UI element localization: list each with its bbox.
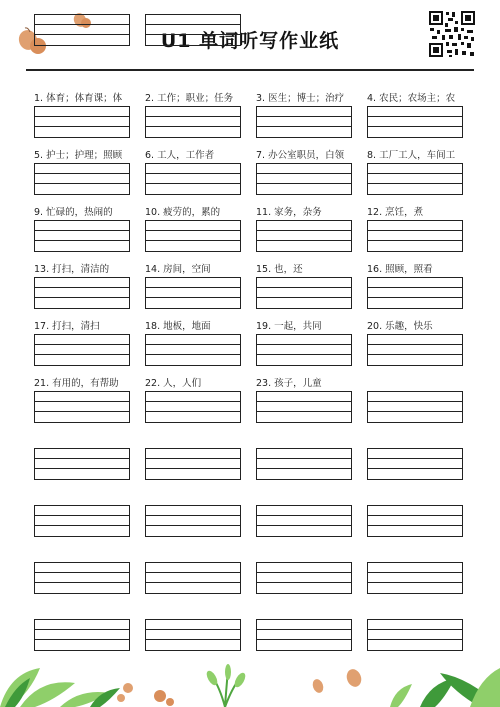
writing-line <box>35 240 129 241</box>
dictation-cell <box>145 434 241 480</box>
writing-line <box>368 639 462 640</box>
writing-line <box>257 297 351 298</box>
word-prompt: 22. 人，人们 <box>145 378 202 389</box>
word-prompt <box>145 605 245 619</box>
word-prompt: 14. 房间，空间 <box>145 264 211 275</box>
writing-line <box>35 126 129 127</box>
writing-line <box>257 515 351 516</box>
writing-line <box>257 126 351 127</box>
writing-lines[interactable] <box>145 391 241 423</box>
writing-line <box>146 401 240 402</box>
writing-line <box>368 354 462 355</box>
dictation-cell <box>256 377 352 423</box>
writing-line <box>146 230 240 231</box>
word-prompt <box>367 548 467 562</box>
writing-lines[interactable] <box>367 334 463 366</box>
writing-line <box>146 344 240 345</box>
dictation-cell <box>256 320 352 366</box>
word-prompt: 23. 孩子，儿童 <box>256 378 322 389</box>
writing-line <box>257 344 351 345</box>
word-prompt: 6. 工人，工作者 <box>145 150 215 161</box>
dictation-cell <box>145 491 241 537</box>
writing-lines[interactable] <box>367 220 463 252</box>
dictation-cell <box>145 92 241 138</box>
writing-line <box>257 572 351 573</box>
writing-lines[interactable] <box>34 562 130 594</box>
writing-line <box>257 230 351 231</box>
writing-line <box>257 240 351 241</box>
dictation-cell <box>256 263 352 309</box>
dictation-cell <box>256 548 352 594</box>
writing-line <box>35 458 129 459</box>
writing-line <box>35 116 129 117</box>
word-prompt: 1. 体育；体育课；体 <box>34 93 123 104</box>
writing-line <box>257 354 351 355</box>
writing-line <box>35 582 129 583</box>
writing-lines[interactable] <box>145 14 241 46</box>
dictation-cell <box>34 206 130 252</box>
writing-line <box>146 24 240 25</box>
dictation-cell <box>367 548 463 594</box>
dictation-cell <box>367 206 463 252</box>
dictation-cell <box>145 149 241 195</box>
writing-line <box>146 116 240 117</box>
word-prompt <box>34 605 134 619</box>
writing-line <box>368 411 462 412</box>
writing-lines[interactable] <box>367 562 463 594</box>
writing-lines[interactable] <box>367 505 463 537</box>
writing-line <box>35 401 129 402</box>
word-prompt <box>145 434 245 448</box>
dictation-cell <box>145 377 241 423</box>
writing-line <box>368 344 462 345</box>
word-prompt: 17. 打扫，清扫 <box>34 321 100 332</box>
writing-line <box>146 468 240 469</box>
dictation-cell <box>145 0 241 46</box>
word-prompt <box>34 0 134 14</box>
dictation-cell <box>145 206 241 252</box>
writing-line <box>257 401 351 402</box>
writing-line <box>146 183 240 184</box>
word-prompt <box>34 491 134 505</box>
writing-lines[interactable] <box>145 163 241 195</box>
writing-line <box>35 230 129 231</box>
dictation-cell <box>34 263 130 309</box>
writing-line <box>146 287 240 288</box>
word-prompt <box>367 377 467 391</box>
word-prompt: 10. 疲劳的，累的 <box>145 207 221 218</box>
writing-lines[interactable] <box>145 448 241 480</box>
writing-line <box>257 629 351 630</box>
word-prompt: 20. 乐趣，快乐 <box>367 321 433 332</box>
dictation-cell <box>367 263 463 309</box>
writing-lines[interactable] <box>367 448 463 480</box>
writing-line <box>368 458 462 459</box>
writing-line <box>35 354 129 355</box>
dictation-cell <box>34 377 130 423</box>
writing-line <box>257 458 351 459</box>
writing-line <box>257 411 351 412</box>
dictation-cell <box>145 605 241 651</box>
word-prompt: 18. 地板，地面 <box>145 321 211 332</box>
writing-line <box>146 458 240 459</box>
word-prompt: 2. 工作；职业；任务 <box>145 93 234 104</box>
word-prompt: 9. 忙碌的，热闹的 <box>34 207 113 218</box>
writing-lines[interactable] <box>145 505 241 537</box>
writing-line <box>146 515 240 516</box>
writing-line <box>368 468 462 469</box>
writing-line <box>368 116 462 117</box>
dictation-cell <box>256 605 352 651</box>
writing-line <box>368 629 462 630</box>
writing-line <box>146 572 240 573</box>
writing-lines[interactable] <box>367 391 463 423</box>
writing-line <box>368 297 462 298</box>
writing-line <box>146 582 240 583</box>
writing-line <box>35 173 129 174</box>
writing-line <box>146 297 240 298</box>
writing-lines[interactable] <box>34 391 130 423</box>
writing-line <box>368 582 462 583</box>
writing-lines[interactable] <box>34 334 130 366</box>
writing-lines[interactable] <box>256 277 352 309</box>
writing-lines[interactable] <box>34 163 130 195</box>
word-prompt <box>256 491 356 505</box>
writing-line <box>35 572 129 573</box>
writing-lines[interactable] <box>256 163 352 195</box>
word-prompt <box>367 605 467 619</box>
word-prompt <box>34 548 134 562</box>
writing-lines[interactable] <box>256 448 352 480</box>
word-prompt: 5. 护士；护理；照顾 <box>34 150 123 161</box>
writing-line <box>368 401 462 402</box>
dictation-cell <box>256 206 352 252</box>
writing-lines[interactable] <box>256 391 352 423</box>
writing-line <box>368 173 462 174</box>
writing-line <box>146 411 240 412</box>
writing-line <box>35 24 129 25</box>
writing-line <box>35 515 129 516</box>
writing-lines[interactable] <box>367 277 463 309</box>
page-title: U1 单词听写作业纸 <box>160 30 340 52</box>
writing-line <box>257 116 351 117</box>
writing-lines[interactable] <box>34 106 130 138</box>
word-prompt <box>367 434 467 448</box>
writing-line <box>35 411 129 412</box>
writing-line <box>368 572 462 573</box>
writing-lines[interactable] <box>367 619 463 651</box>
writing-line <box>257 183 351 184</box>
writing-line <box>368 230 462 231</box>
writing-line <box>146 173 240 174</box>
writing-lines[interactable] <box>145 562 241 594</box>
word-prompt: 3. 医生；博士；治疗 <box>256 93 345 104</box>
dictation-cell <box>367 434 463 480</box>
writing-line <box>257 468 351 469</box>
writing-line <box>146 639 240 640</box>
writing-lines[interactable] <box>256 334 352 366</box>
dictation-cell <box>367 605 463 651</box>
word-prompt <box>256 605 356 619</box>
writing-line <box>35 468 129 469</box>
writing-line <box>35 34 129 35</box>
writing-lines[interactable] <box>367 163 463 195</box>
word-prompt: 19. 一起，共同 <box>256 321 322 332</box>
writing-line <box>35 344 129 345</box>
writing-line <box>257 582 351 583</box>
writing-lines[interactable] <box>145 334 241 366</box>
writing-line <box>35 183 129 184</box>
writing-line <box>146 126 240 127</box>
word-prompt <box>256 548 356 562</box>
writing-lines[interactable] <box>256 220 352 252</box>
writing-lines[interactable] <box>34 277 130 309</box>
leaf-decoration <box>0 648 500 707</box>
dictation-cell <box>367 377 463 423</box>
dictation-cell <box>34 320 130 366</box>
writing-line <box>35 525 129 526</box>
writing-line <box>35 629 129 630</box>
dictation-cell <box>145 548 241 594</box>
word-prompt <box>367 491 467 505</box>
word-prompt: 13. 打扫，清洁的 <box>34 264 110 275</box>
writing-line <box>146 240 240 241</box>
word-prompt <box>34 434 134 448</box>
writing-line <box>146 525 240 526</box>
writing-line <box>146 354 240 355</box>
dictation-cell <box>367 149 463 195</box>
writing-lines[interactable] <box>145 220 241 252</box>
writing-line <box>257 639 351 640</box>
dictation-cell <box>145 320 241 366</box>
writing-line <box>368 240 462 241</box>
writing-line <box>35 639 129 640</box>
writing-line <box>146 629 240 630</box>
dictation-cell <box>256 434 352 480</box>
dictation-cell <box>34 605 130 651</box>
dictation-cell <box>34 0 130 46</box>
writing-lines[interactable] <box>145 619 241 651</box>
writing-line <box>257 525 351 526</box>
writing-line <box>368 525 462 526</box>
dictation-cell <box>367 92 463 138</box>
writing-lines[interactable] <box>145 277 241 309</box>
writing-line <box>35 287 129 288</box>
dictation-cell <box>34 548 130 594</box>
writing-lines[interactable] <box>256 562 352 594</box>
writing-lines[interactable] <box>367 106 463 138</box>
word-prompt: 4. 农民；农场主；农 <box>367 93 456 104</box>
word-prompt: 12. 烹饪，煮 <box>367 207 424 218</box>
word-prompt: 7. 办公室职员，白领 <box>256 150 345 161</box>
word-prompt: 21. 有用的，有帮助 <box>34 378 119 389</box>
writing-lines[interactable] <box>34 220 130 252</box>
word-prompt: 15. 也，还 <box>256 264 303 275</box>
writing-lines[interactable] <box>34 619 130 651</box>
word-prompt <box>256 434 356 448</box>
writing-line <box>368 287 462 288</box>
writing-line <box>257 287 351 288</box>
word-prompt <box>145 548 245 562</box>
dictation-cell <box>34 149 130 195</box>
word-prompt: 8. 工厂工人，车间工 <box>367 150 456 161</box>
writing-line <box>257 173 351 174</box>
writing-lines[interactable] <box>34 505 130 537</box>
writing-line <box>146 34 240 35</box>
writing-lines[interactable] <box>256 505 352 537</box>
dictation-cell <box>367 491 463 537</box>
dictation-cell <box>256 92 352 138</box>
dictation-cell <box>34 92 130 138</box>
writing-line <box>368 515 462 516</box>
writing-line <box>35 297 129 298</box>
word-prompt: 16. 照顾，照看 <box>367 264 433 275</box>
writing-lines[interactable] <box>256 619 352 651</box>
writing-line <box>368 183 462 184</box>
word-prompt <box>145 0 245 14</box>
writing-line <box>368 126 462 127</box>
word-prompt: 11. 家务，杂务 <box>256 207 322 218</box>
dictation-cell <box>256 491 352 537</box>
writing-lines[interactable] <box>34 448 130 480</box>
dictation-cell <box>145 263 241 309</box>
dictation-cell <box>256 149 352 195</box>
dictation-cell <box>34 491 130 537</box>
dictation-cell <box>367 320 463 366</box>
writing-lines[interactable] <box>256 106 352 138</box>
word-prompt <box>145 491 245 505</box>
writing-lines[interactable] <box>34 14 130 46</box>
dictation-cell <box>34 434 130 480</box>
writing-lines[interactable] <box>145 106 241 138</box>
